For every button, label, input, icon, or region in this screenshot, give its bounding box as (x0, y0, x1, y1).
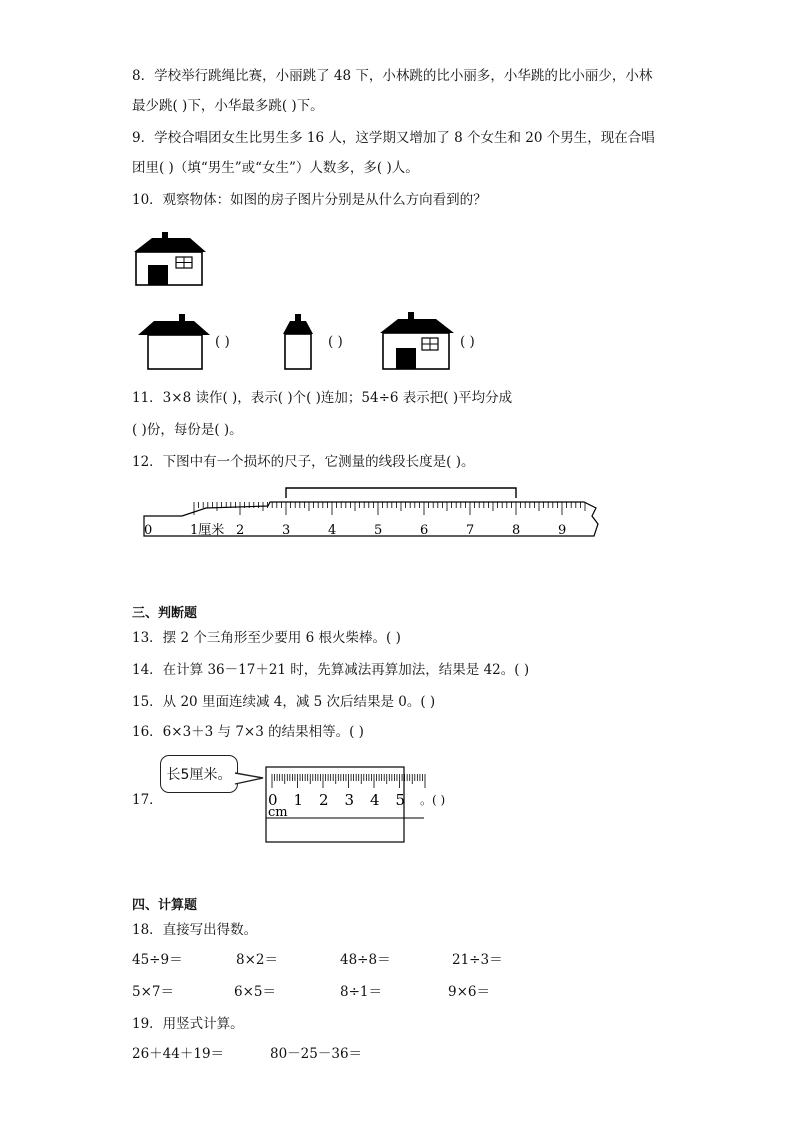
ruler-label: 5 (374, 523, 383, 538)
q9-line1: 9．学校合唱团女生比男生多 16 人，这学期又增加了 8 个女生和 20 个男生，现在合唱 (132, 130, 655, 146)
ruler-label: 4 (328, 523, 337, 538)
q18-r1-c1: 45÷9＝ (132, 952, 183, 968)
house-front-view-icon (380, 312, 454, 370)
q19-text: 19．用竖式计算。 (132, 1016, 244, 1032)
speech-bubble-tail (235, 772, 265, 786)
q19-item2: 80－25－36＝ (270, 1046, 363, 1062)
q10-blank1: ( ) (215, 334, 230, 350)
q8-line2: 最少跳( )下，小华最多跳( )下。 (132, 98, 324, 114)
ruler-label: 6 (420, 523, 429, 538)
ruler-label: 0 (144, 523, 153, 538)
ruler-label: 1厘米 (190, 523, 225, 538)
measured-segment (286, 488, 516, 498)
q19-item1: 26＋44＋19＝ (132, 1046, 225, 1062)
q13-text: 13．摆 2 个三角形至少要用 6 根火柴棒。( ) (132, 630, 401, 646)
speech-bubble: 长5厘米。 (160, 755, 238, 793)
q10-blank2: ( ) (328, 334, 343, 350)
ruler-label: 8 (512, 523, 521, 538)
ruler-number: 0 (268, 791, 278, 809)
q18-r2-c1: 5×7＝ (132, 984, 174, 1000)
house-front-view-icon (134, 232, 208, 286)
ruler-number: 5 (395, 791, 406, 809)
q12-text: 12．下图中有一个损坏的尺子，它测量的线段长度是( )。 (132, 454, 475, 470)
q18-r1-c2: 8×2＝ (236, 952, 278, 968)
q18-r2-c4: 9×6＝ (448, 984, 490, 1000)
q11-line1: 11．3×8 读作( )，表示( )个( )连加；54÷6 表示把( )平均分成 (132, 390, 513, 406)
ruler-ticks (272, 774, 425, 788)
q10-text: 10．观察物体：如图的房子图片分别是从什么方向看到的？ (132, 192, 487, 208)
ruler-label: 3 (282, 523, 291, 538)
q10-blank3: ( ) (460, 334, 475, 350)
section-judgment-title: 三、判断题 (132, 606, 198, 621)
ruler-label: 2 (236, 523, 245, 538)
q16-text: 16．6×3＋3 与 7×3 的结果相等。( ) (132, 724, 364, 740)
q18-text: 18．直接写出得数。 (132, 922, 258, 938)
q17-tail: 。( ) (420, 793, 446, 807)
q18-r2-c3: 8÷1＝ (340, 984, 382, 1000)
ruler-number: 3 (344, 791, 355, 809)
q18-r2-c2: 6×5＝ (234, 984, 276, 1000)
q14-text: 14．在计算 36－17＋21 时，先算减法再算加法，结果是 42。( ) (132, 662, 530, 678)
section-calc-title: 四、计算题 (132, 898, 198, 913)
q11-line2: ( )份，每份是( )。 (132, 422, 243, 438)
cm-ruler (264, 766, 430, 844)
broken-ruler (140, 484, 602, 544)
q15-text: 15．从 20 里面连续减 4，减 5 次后结果是 0。( ) (132, 694, 436, 710)
ruler-number: 2 (319, 791, 329, 809)
ruler-labels (268, 791, 405, 809)
q9-line2: 团里( )（填“男生”或“女生”）人数多，多( )人。 (132, 160, 419, 176)
house-back-view-icon (138, 314, 212, 370)
house-side-view-icon (283, 314, 313, 370)
q18-r1-c3: 48÷8＝ (340, 952, 391, 968)
q18-r1-c4: 21÷3＝ (452, 952, 503, 968)
ruler-unit: cm (268, 805, 288, 820)
ruler-number: 1 (293, 791, 304, 809)
ruler-label: 7 (466, 523, 475, 538)
q17-number: 17． (132, 792, 163, 808)
ruler-label: 9 (558, 523, 567, 538)
q8-line1: 8．学校举行跳绳比赛，小丽跳了 48 下，小林跳的比小丽多，小华跳的比小丽少，小林 (132, 68, 653, 84)
ruler-number: 4 (370, 791, 380, 809)
